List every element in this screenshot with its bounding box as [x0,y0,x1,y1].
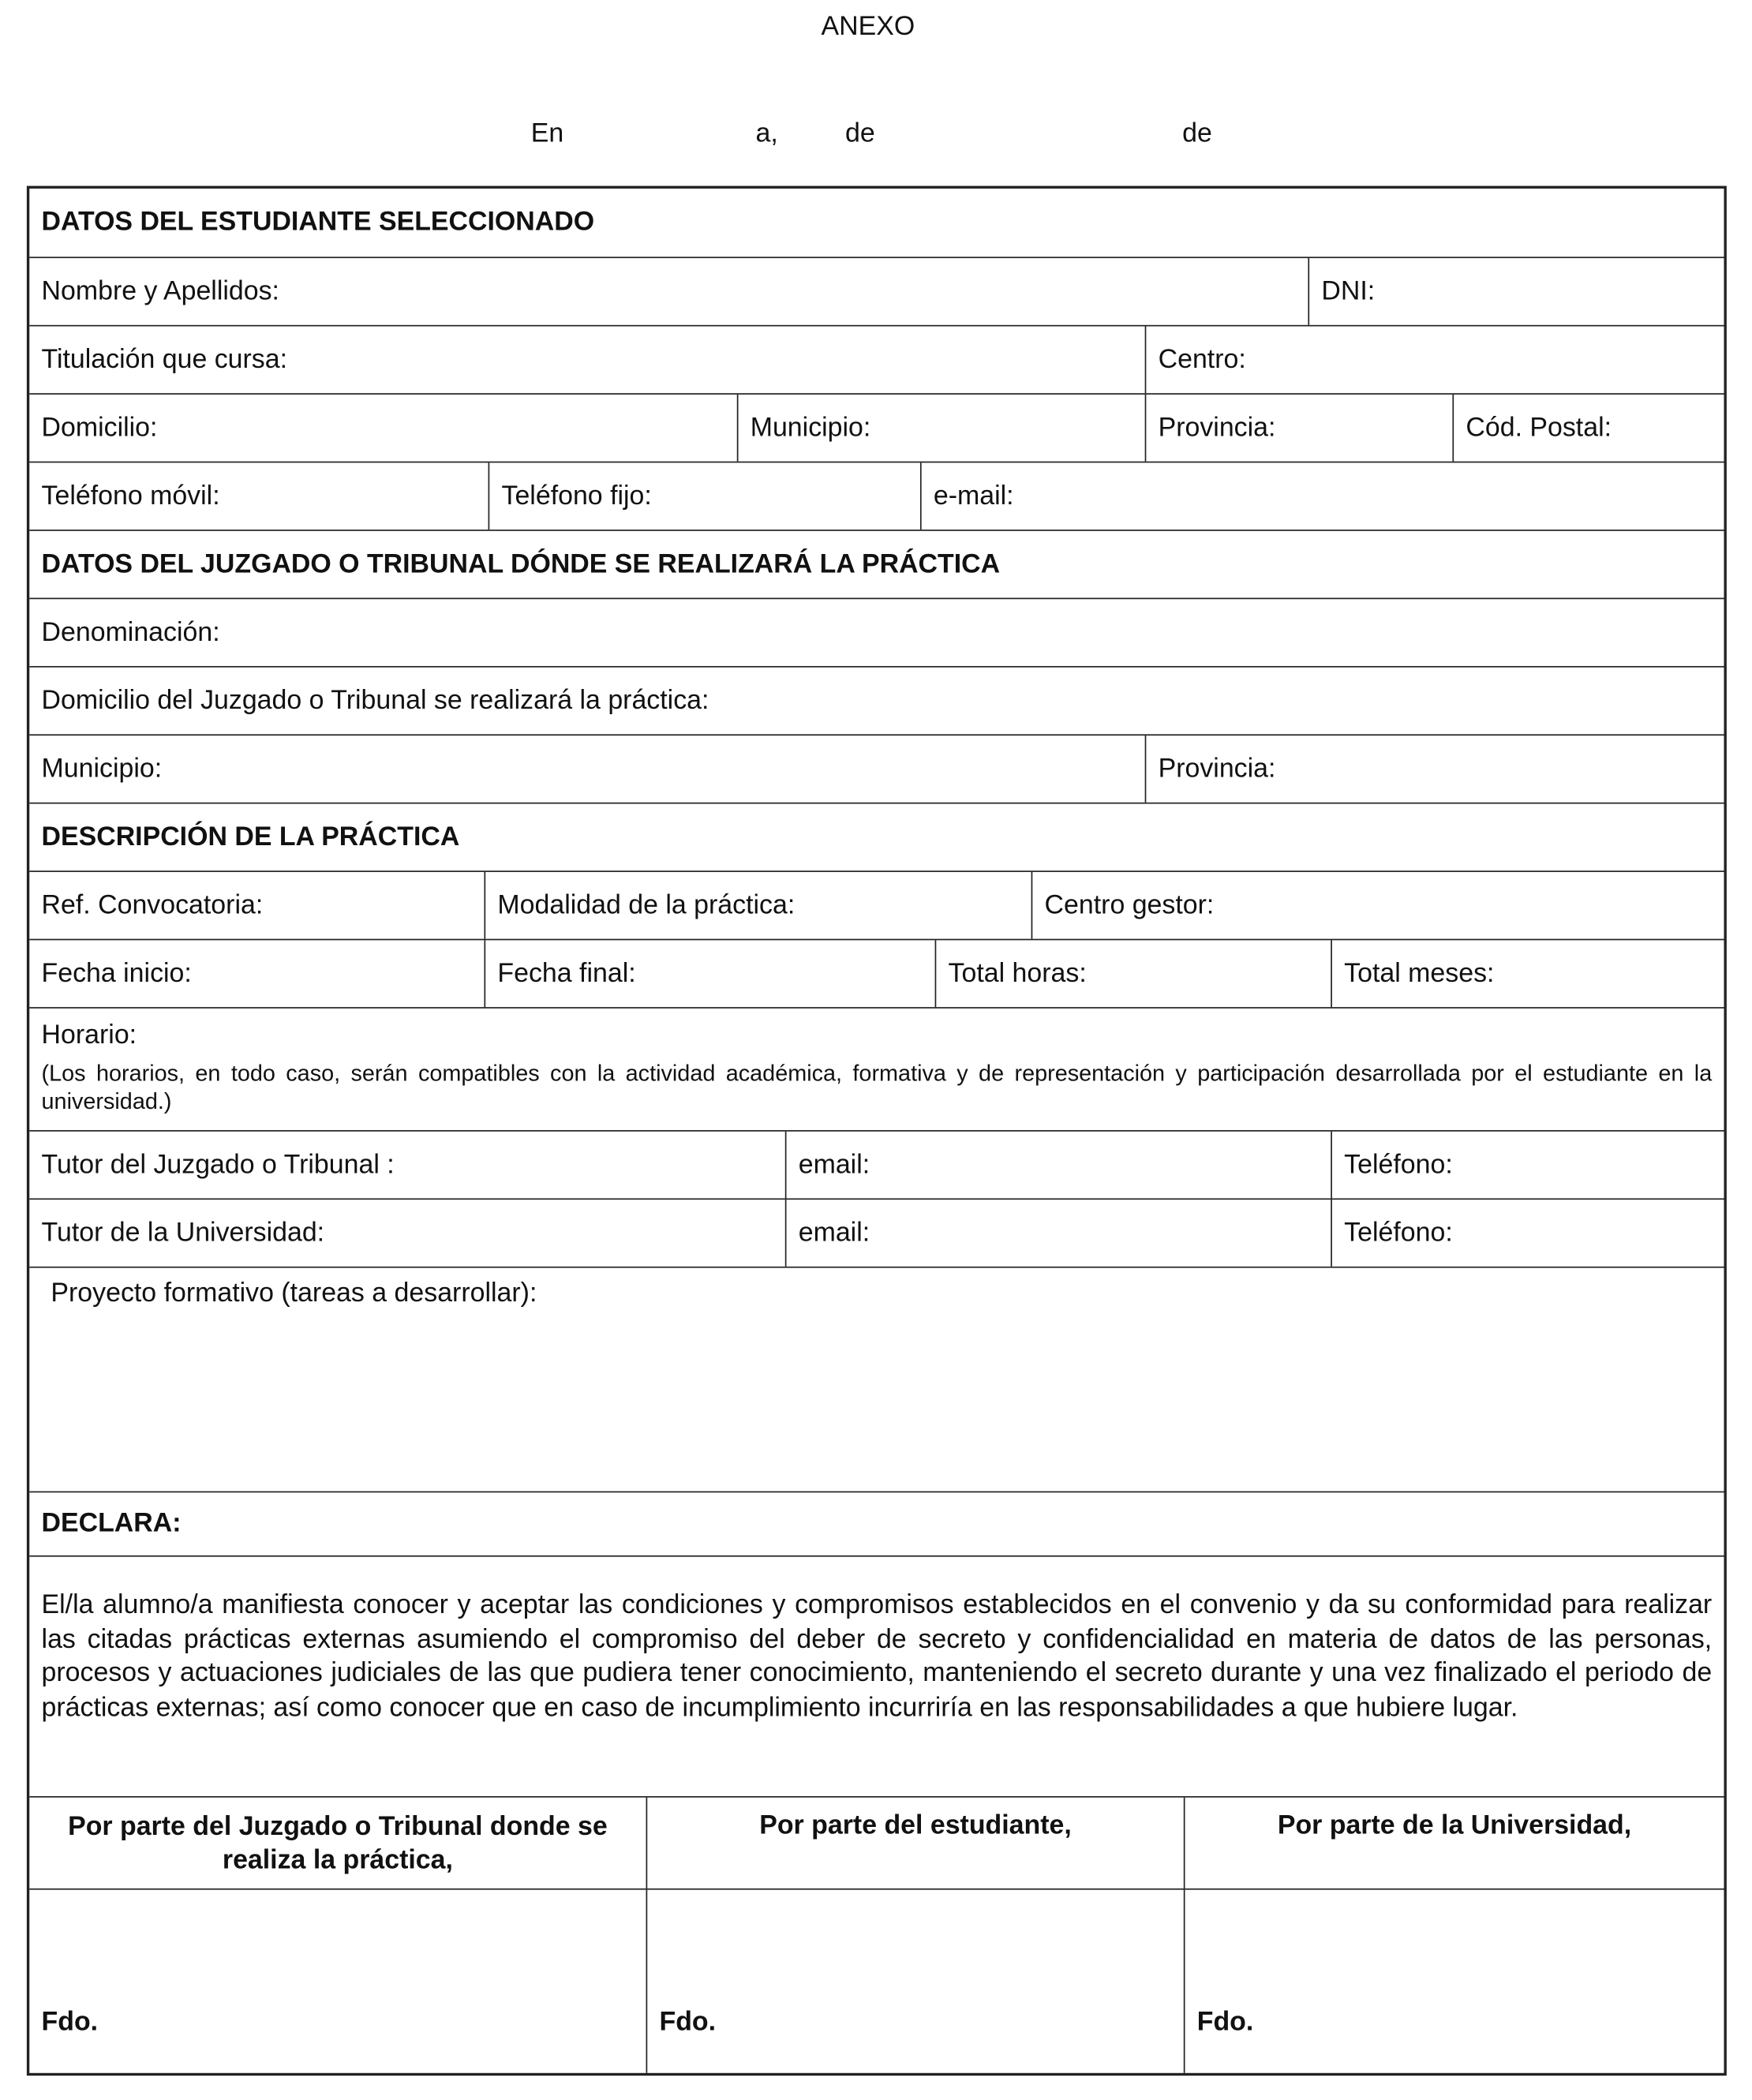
uni-tutor-field[interactable]: Tutor de la Universidad: [41,1218,325,1248]
court-tutor-email-field[interactable]: email: [785,1132,1331,1199]
date-de-1: de [845,118,875,149]
manager-center-field[interactable]: Centro gestor: [1031,872,1724,939]
date-a: a, [755,118,778,149]
court-name-field[interactable]: Denominación: [41,617,220,647]
practice-heading: DESCRIPCIÓN DE LA PRÁCTICA [41,822,460,852]
start-date-field[interactable]: Fecha inicio: [41,958,192,988]
court-tutor-field[interactable]: Tutor del Juzgado o Tribunal : [41,1149,395,1179]
signature-court-label: Por parte del Juzgado o Tribunal donde se realiza la práctica, [68,1812,608,1875]
declaration-text: El/la alumno/a manifiesta conocer y aceptar las condiciones y compromisos establecidos en el convenio y da su conformidad para realizar las citadas prácticas externas asumiendo el compromiso del deber de secreto y confidencialidad en materia de datos de las personas, procesos y actuaciones judiciales de las que pudiera tener conocimiento, manteniendo el secreto durante y una vez finalizado el periodo de prácticas externas; así como conocer que en caso de incumplimiento incurriría en las responsabilidades a que hubiere lugar. [41,1589,1713,1722]
degree-field[interactable]: Titulación que cursa: [41,344,288,374]
province-field[interactable]: Provincia: [1145,395,1453,462]
court-heading: DATOS DEL JUZGADO O TRIBUNAL DÓNDE SE REALIZARÁ LA PRÁCTICA [41,548,1001,578]
total-months-field[interactable]: Total meses: [1331,940,1724,1007]
signature-court-fdo[interactable]: Fdo. [41,2007,99,2038]
project-field[interactable]: Proyecto formativo (tareas a desarrollar): [51,1278,537,1308]
ref-field[interactable]: Ref. Convocatoria: [41,889,264,920]
center-field[interactable]: Centro: [1145,327,1724,394]
signature-student-label: Por parte del estudiante, [646,1798,1184,1889]
address-field[interactable]: Domicilio: [41,412,158,443]
uni-tutor-email-field[interactable]: email: [785,1200,1331,1267]
date-en: En [530,118,564,149]
schedule-note: (Los horarios, en todo caso, serán compatibles con la actividad académica, formativa y de representación y participación desarrollada por el estudiante en la universidad.) [41,1060,1713,1114]
mode-field[interactable]: Modalidad de la práctica: [484,872,1031,939]
court-address-field[interactable]: Domicilio del Juzgado o Tribunal se realizará la práctica: [41,685,709,715]
declaration-heading: DECLARA: [41,1508,182,1538]
schedule-label: Horario: [41,1020,137,1050]
court-province-field[interactable]: Provincia: [1145,736,1724,803]
signature-student-fdo[interactable]: Fdo. [646,1890,1184,2073]
court-tutor-phone-field[interactable]: Teléfono: [1331,1132,1724,1199]
postal-code-field[interactable]: Cód. Postal: [1452,395,1724,462]
end-date-field[interactable]: Fecha final: [484,940,934,1007]
email-field[interactable]: e-mail: [920,462,1724,530]
form-table [27,186,1727,2076]
student-name-field[interactable]: Nombre y Apellidos: [41,275,279,306]
page-title: ANEXO [821,12,915,42]
municipality-field[interactable]: Municipio: [737,395,1145,462]
landline-field[interactable]: Teléfono fijo: [489,462,920,530]
signature-university-label: Por parte de la Universidad, [1184,1798,1724,1889]
schedule-field[interactable] [29,1009,1724,1130]
student-heading: DATOS DEL ESTUDIANTE SELECCIONADO [41,207,595,237]
total-hours-field[interactable]: Total horas: [935,940,1331,1007]
court-municipality-field[interactable]: Municipio: [41,753,163,784]
signature-university-fdo[interactable]: Fdo. [1184,1890,1724,2073]
uni-tutor-phone-field[interactable]: Teléfono: [1331,1200,1724,1267]
student-dni-field[interactable]: DNI: [1308,258,1724,325]
date-de-2: de [1182,118,1212,149]
mobile-phone-field[interactable]: Teléfono móvil: [41,481,220,511]
